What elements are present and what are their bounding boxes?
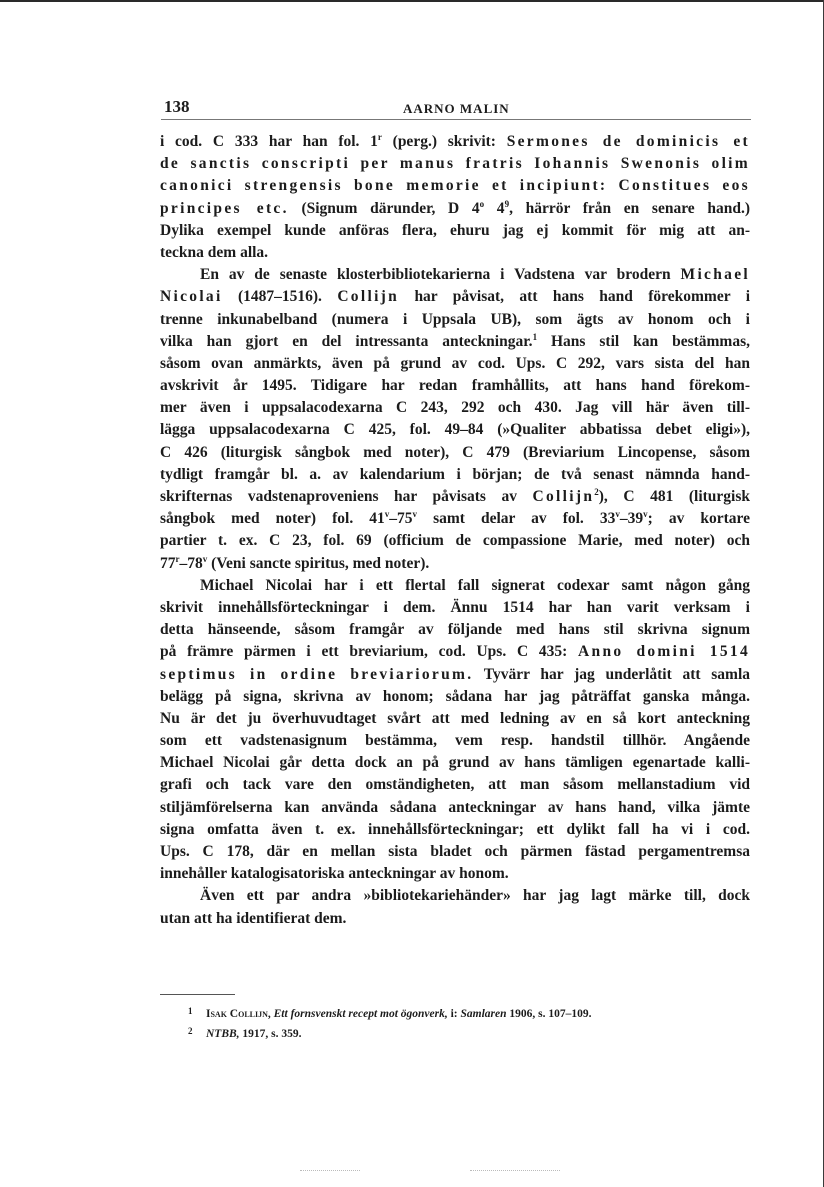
spaced-text: Collijn [337, 288, 400, 306]
text-line: C 426 (liturgisk sångbok med noter), C 479 (Breviarium Lincopense, såsom [160, 443, 750, 461]
superscript: v [202, 553, 208, 564]
text-line: sångbok med noter) fol. 41$^v$–75$^v$ samt delar av fol. 33$^v$–39$^v$; av kortare [160, 509, 750, 528]
footnote-1 [188, 1003, 753, 1023]
superscript: r [175, 553, 180, 564]
text-line: teckna dem alla. [160, 243, 269, 261]
text-line: Michael Nicolai har i ett flertal fall signerat codexar samt någon gång [200, 576, 750, 594]
text-line: Nicolai (1487–1516). Collijn har påvisat, att hans hand förekommer i [160, 288, 751, 306]
spaced-text: Anno domini 1514 [578, 643, 750, 661]
text-line: mer även i uppsalacodexarna C 243, 292 och 430. Jag vill här även till- [160, 399, 750, 417]
text-line: såsom ovan anmärkts, även på grund av cod. Ups. C 292, vars sista del han [160, 354, 750, 372]
footnote-journal: Samlaren [460, 1008, 507, 1020]
spaced-text: septimus in ordine breviariorum. [160, 665, 474, 683]
footnote-rule [160, 994, 235, 995]
footnote-text: i: [447, 1008, 461, 1020]
scan-speck [470, 1170, 560, 1172]
text-line: septimus in ordine breviariorum. Tyvärr har jag underlåtit att samla [160, 665, 750, 683]
text-line: Även ett par andra »bibliotekariehänder» har jag lagt märke till, dock [200, 887, 750, 905]
text-line: stiljämförelserna kan använda sådana anteckningar av hans hand, vilka jämte [160, 798, 750, 816]
spaced-text: de sanctis conscripti per manus fratris Iohannis Swenonis olim [160, 155, 750, 173]
text-line: skrifternas vadstenaproveniens har påvisats av Collijn$^2$), C 481 (liturgisk [160, 487, 751, 505]
footnote-author: Isak Collijn, [206, 1008, 271, 1020]
superscript: 2 [594, 487, 599, 497]
top-edge-line [0, 0, 824, 2]
text-line: avskrivit år 1495. Tidigare har redan framhållits, att hans hand förekom- [160, 377, 750, 395]
footnote-mark: 2 [188, 1026, 193, 1036]
spaced-text: canonici strengensis bone memorie et incipiunt: Constitues eos [160, 177, 750, 195]
superscript: v [643, 509, 648, 520]
text-line: Ups. C 178, där en mellan sista bladet och pärmen fästad pergamentremsa [160, 843, 750, 860]
text-line: trenne inkunabelband (numera i Uppsala UB), som ägts av honom och i [160, 310, 750, 328]
body-text [160, 131, 750, 930]
text-line: 77$^r$–78$^v$ (Veni sancte spiritus, med noter). [160, 553, 430, 572]
running-head: AARNO MALIN [403, 101, 510, 116]
footnote-title: Ett fornsvenskt recept mot ögonverk, [273, 1008, 448, 1020]
superscript: v [412, 509, 418, 520]
text-line: på främre pärmen i ett breviarium, cod. Ups. C 435: Anno domini 1514 [160, 643, 750, 661]
spaced-text: Michael [680, 266, 750, 284]
superscript: o [479, 198, 485, 209]
text-line: som ett vadstenasignum bestämma, vem resp. handstil tillhör. Angående [160, 732, 750, 750]
text-line: principes etc. (Signum därunder, D 4$^o$ $4^9$, härrör från en senare hand.) [160, 198, 750, 217]
footnote-tail: 1906, s. 107–109. [506, 1008, 592, 1020]
footnote-journal: NTBB, [206, 1028, 240, 1040]
text-line: Dylika exempel kunde anföras flera, ehuru jag ej kommit för mig att an- [160, 221, 750, 239]
text-line: i cod. C 333 har han fol. 1$^r$ (perg.) skrivit: Sermones de dominicis et [160, 132, 750, 150]
text-line: skrivit innehållsförteckningar i dem. Ännu 1514 har han varit verksam i [160, 598, 750, 616]
superscript: r [377, 132, 382, 142]
header-rule [161, 119, 751, 120]
text-line: detta hänseende, såsom framgår av följande med hans stil skrivna signum [160, 621, 750, 639]
superscript: 1 [532, 331, 538, 342]
text-line: grafi och tack vare den omständigheten, att man såsom mellanstadium vid [160, 776, 750, 794]
text-line: tydligt framgår bl. a. av kalendarium i början; de två senast nämnda hand- [160, 465, 750, 483]
spaced-text: Collijn [532, 488, 595, 505]
spaced-text: Sermones de dominicis et [506, 133, 750, 150]
text-line: vilka han gjort en del intressanta anteckningar.$^1$ Hans stil kan bestämmas, [160, 331, 750, 350]
text-line: partier t. ex. C 23, fol. 69 (officium de compassione Marie, med noter) och [160, 532, 750, 550]
text-line: Michael Nicolai går detta dock an på grund av hans tämligen egenartade kalli- [160, 754, 750, 772]
superscript: 9 [504, 198, 510, 209]
text-line [160, 153, 750, 175]
scan-speck [300, 1170, 360, 1172]
footnotes [188, 1003, 753, 1043]
text-line: lägga uppsalacodexarna C 425, fol. 49–84 (»Qualiter abbatissa debet eligi»), [160, 421, 750, 439]
spaced-text: Nicolai [160, 288, 223, 306]
text-line: Nu är det ju överhuvudtaget svårt att med ledning av en så kort anteckning [160, 709, 750, 727]
footnote-tail: 1917, s. 359. [239, 1028, 302, 1040]
superscript: v [615, 509, 620, 520]
footnote-mark: 1 [188, 1006, 193, 1016]
page-number: 138 [164, 97, 190, 116]
text-line: innehåller katalogisatoriska anteckningar av honom. [160, 865, 509, 883]
spaced-text: principes etc. [160, 199, 289, 217]
text-line: signa omfatta även t. ex. innehållsförteckningar; ett dylikt fall ha vi i cod. [160, 820, 750, 838]
text-line: belägg på signa, skrivna av honom; sådana har jag påträffat ganska många. [160, 687, 750, 705]
text-line: En av de senaste klosterbibliotekarierna i Vadstena var brodern Michael [200, 266, 750, 284]
text-line: utan att ha identifierat dem. [160, 909, 347, 927]
footnote-2 [188, 1023, 753, 1043]
superscript: v [384, 509, 390, 520]
text-line [160, 175, 750, 197]
